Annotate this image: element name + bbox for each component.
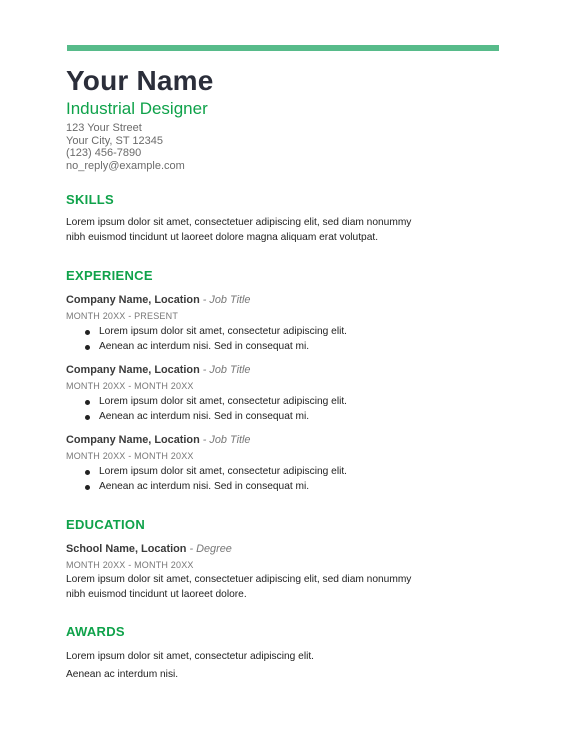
education-heading <box>66 542 506 556</box>
job-heading <box>66 293 506 307</box>
section-title-experience: EXPERIENCE <box>66 268 153 283</box>
contact-email: no_reply@example.com <box>66 159 185 172</box>
education-dates: MONTH 20XX - MONTH 20XX <box>66 560 194 570</box>
job-bullet: Aenean ac interdum nisi. Sed in consequat mi. <box>66 480 506 495</box>
section-title-skills: SKILLS <box>66 192 115 207</box>
education-section <box>66 517 506 602</box>
job-bullets <box>66 465 506 494</box>
awards-line: Lorem ipsum dolor sit amet, consectetur adipiscing elit. <box>66 651 315 662</box>
contact-block <box>66 122 506 172</box>
education-line: Lorem ipsum dolor sit amet, consectetuer adipiscing elit, sed diam nonummy <box>66 574 412 585</box>
job-heading <box>66 363 506 377</box>
job-entry <box>66 363 506 424</box>
job-dates: MONTH 20XX - MONTH 20XX <box>66 381 194 391</box>
candidate-name: Your Name <box>66 65 214 96</box>
job-entry <box>66 433 506 494</box>
job-title: - Job Title <box>199 294 251 306</box>
job-company: Company Name, Location <box>66 294 200 306</box>
job-company: Company Name, Location <box>66 364 200 376</box>
skills-line: Lorem ipsum dolor sit amet, consectetuer adipiscing elit, sed diam nonummy <box>66 217 412 228</box>
job-bullet: Aenean ac interdum nisi. Sed in consequat mi. <box>66 340 506 355</box>
job-title: - Job Title <box>199 364 251 376</box>
school-name: School Name, Location <box>66 543 187 555</box>
job-title: - Job Title <box>199 434 251 446</box>
skills-text <box>66 215 506 245</box>
job-company: Company Name, Location <box>66 434 200 446</box>
awards-section <box>66 624 506 684</box>
education-text <box>66 572 506 602</box>
resume-page <box>66 64 506 684</box>
education-line: nibh euismod tincidunt ut laoreet dolore. <box>66 589 247 600</box>
experience-section <box>66 268 506 494</box>
contact-phone: (123) 456-7890 <box>66 147 142 159</box>
job-bullet: Lorem ipsum dolor sit amet, consectetur adipiscing elit. <box>66 395 506 410</box>
job-bullet: Lorem ipsum dolor sit amet, consectetur adipiscing elit. <box>66 325 506 340</box>
job-dates: MONTH 20XX - MONTH 20XX <box>66 451 194 461</box>
degree: - Degree <box>186 543 232 555</box>
job-entry <box>66 293 506 354</box>
section-title-education: EDUCATION <box>66 517 146 532</box>
skills-section <box>66 192 506 245</box>
job-bullets <box>66 395 506 424</box>
job-dates: MONTH 20XX - PRESENT <box>66 311 179 321</box>
contact-city: Your City, ST 12345 <box>66 134 164 147</box>
accent-bar <box>67 45 499 51</box>
job-bullets <box>66 325 506 354</box>
job-bullet: Lorem ipsum dolor sit amet, consectetur adipiscing elit. <box>66 465 506 480</box>
job-heading <box>66 433 506 447</box>
job-bullet: Aenean ac interdum nisi. Sed in consequat mi. <box>66 410 506 425</box>
section-title-awards: AWARDS <box>66 624 125 639</box>
skills-line: nibh euismod tincidunt ut laoreet dolore magna aliquam erat volutpat. <box>66 232 379 243</box>
candidate-role: Industrial Designer <box>66 99 208 118</box>
contact-street: 123 Your Street <box>66 122 142 134</box>
awards-text <box>66 648 506 684</box>
awards-line: Aenean ac interdum nisi. <box>66 669 179 680</box>
